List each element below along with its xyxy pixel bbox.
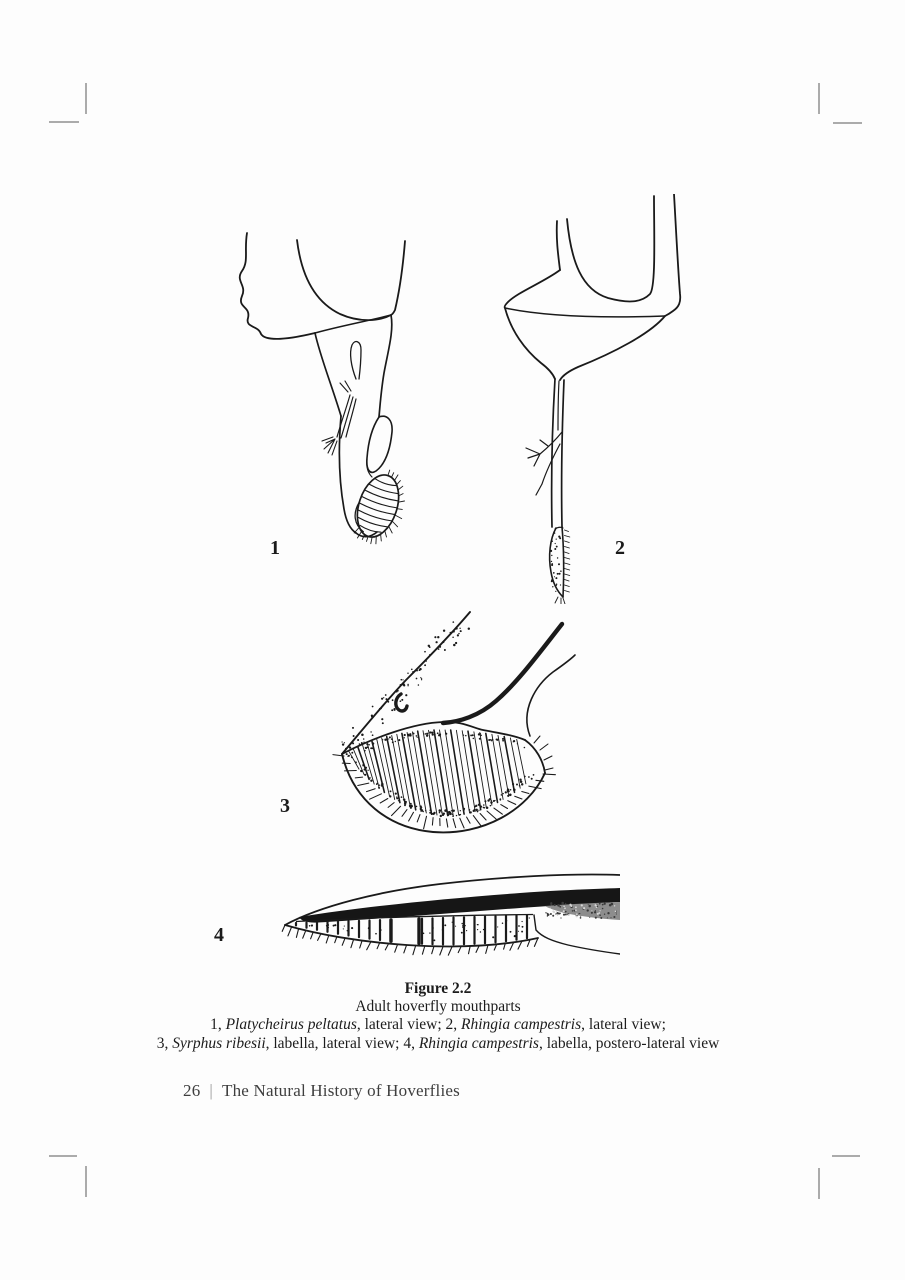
entry-3-suffix: , labella, lateral view; — [265, 1034, 404, 1052]
entry-4-prefix: 4, — [403, 1034, 419, 1052]
entry-4-species: Rhingia campestris — [418, 1034, 539, 1052]
rostrum-and-proboscis — [315, 315, 392, 537]
illustration-2-rhingia-head — [478, 194, 698, 604]
lower-membrane-line — [534, 915, 620, 954]
plate-number-3: 3 — [280, 795, 290, 817]
page-number: 26 — [183, 1081, 201, 1100]
entry-1-prefix: 1, — [210, 1016, 226, 1034]
labella — [549, 527, 570, 604]
figure-label: Figure 2.2 — [404, 980, 472, 997]
illustration-1-platycheirus-head — [228, 211, 428, 561]
running-title: The Natural History of Hoverflies — [222, 1081, 460, 1100]
crop-mark-bottom-left-vertical — [85, 1166, 87, 1197]
crop-mark-top-right-horizontal — [833, 122, 862, 124]
marginal-hairs — [282, 925, 538, 955]
page-footer — [183, 1081, 460, 1101]
entry-2-suffix: , lateral view; — [581, 1016, 666, 1034]
entry-2-prefix: 2, — [445, 1016, 462, 1034]
entry-1-species: Platycheirus peltatus — [225, 1016, 357, 1034]
crop-mark-top-left-vertical — [85, 83, 87, 114]
crop-mark-top-right-vertical — [818, 83, 820, 114]
plate-number-4: 4 — [214, 924, 224, 946]
labella-bottom-edge — [285, 925, 538, 946]
stalk-stipple — [341, 621, 470, 758]
figure-caption-line-1 — [60, 1016, 816, 1034]
labella-fan — [333, 722, 556, 833]
entry-1-suffix: , lateral view; — [356, 1016, 446, 1034]
crop-mark-bottom-right-vertical — [818, 1168, 820, 1199]
pseudotracheae — [349, 730, 526, 816]
head-outline — [240, 233, 405, 339]
entry-3-prefix: 3, — [156, 1034, 173, 1052]
illustration-4-rhingia-labella — [200, 858, 620, 970]
proboscis — [526, 379, 564, 527]
head-outline — [505, 194, 681, 380]
maxillary-palp — [526, 432, 562, 495]
labella — [349, 469, 406, 543]
entry-3-species: Syrphus ribesii — [172, 1034, 266, 1052]
entry-2-species: Rhingia campestris — [461, 1016, 582, 1034]
illustration-3-syrphus-labella — [268, 610, 603, 860]
crop-mark-bottom-left-horizontal — [49, 1155, 77, 1157]
crop-mark-bottom-right-horizontal — [832, 1155, 860, 1157]
figure-caption-line-2 — [60, 1035, 816, 1053]
plate-number-1: 1 — [270, 537, 280, 559]
figure-caption — [60, 980, 816, 1053]
entry-4-suffix: , labella, postero-lateral view — [538, 1034, 720, 1052]
figure-subtitle: Adult hoverfly mouthparts — [355, 998, 521, 1016]
footer-separator: | — [209, 1081, 214, 1100]
plate-number-2: 2 — [615, 537, 625, 559]
crop-mark-top-left-horizontal — [49, 121, 79, 123]
